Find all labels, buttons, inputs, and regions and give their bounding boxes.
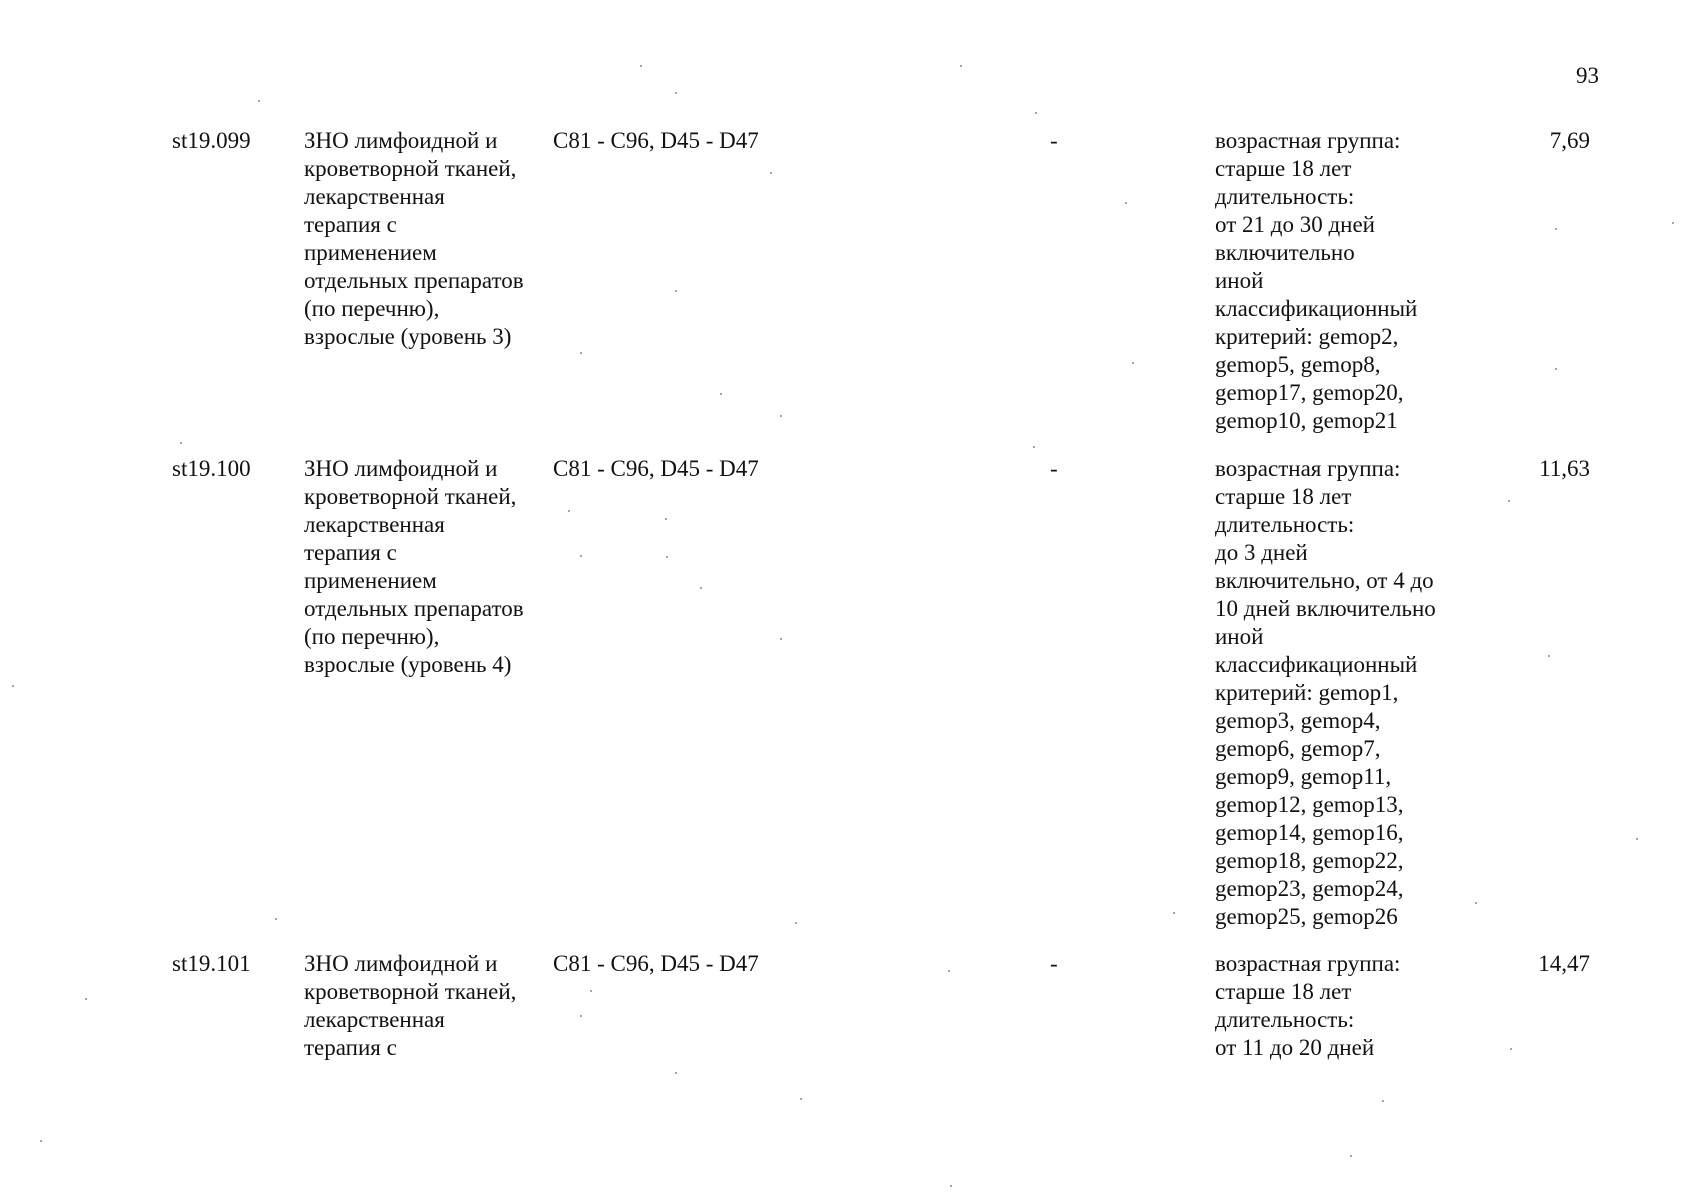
criteria-line: классификационный <box>1215 652 1418 677</box>
criteria-line: старше 18 лет <box>1215 484 1352 509</box>
row-criteria <box>1215 127 1470 435</box>
scan-speck <box>720 393 722 395</box>
name-line: терапия с <box>304 540 397 565</box>
scan-speck <box>1636 838 1638 840</box>
row-coefficient: 7,69 <box>1549 128 1590 153</box>
criteria-line: включительно <box>1215 240 1355 265</box>
criteria-line: критерий: gemop1, <box>1215 680 1399 705</box>
criteria-line: от 21 до 30 дней <box>1215 212 1375 237</box>
row-mkb-codes: C81 - C96, D45 - D47 <box>553 456 759 481</box>
scan-speck <box>675 92 677 94</box>
name-line: (по перечню), <box>304 296 440 321</box>
name-line: кроветворной тканей, <box>304 979 517 1004</box>
row-dash: - <box>1050 456 1058 481</box>
scan-speck <box>1475 902 1477 904</box>
scan-speck <box>1508 500 1510 502</box>
row-name <box>304 950 549 1062</box>
scan-speck <box>1382 1100 1384 1102</box>
row-code: st19.099 <box>172 128 251 153</box>
scan-speck <box>1350 1155 1352 1157</box>
scan-speck <box>580 1015 582 1017</box>
criteria-line: gemop10, gemop21 <box>1215 408 1398 433</box>
scan-speck <box>948 970 950 972</box>
criteria-line: длительность: <box>1215 184 1355 209</box>
scan-speck <box>1672 222 1674 224</box>
scan-speck <box>780 638 782 640</box>
row-dash: - <box>1050 128 1058 153</box>
criteria-line: длительность: <box>1215 1007 1355 1032</box>
criteria-line: классификационный <box>1215 296 1418 321</box>
name-line: ЗНО лимфоидной и <box>304 128 498 153</box>
row-coefficient: 11,63 <box>1539 456 1590 481</box>
criteria-line: иной <box>1215 624 1264 649</box>
row-mkb-codes: C81 - C96, D45 - D47 <box>553 951 759 976</box>
criteria-line: включительно, от 4 до <box>1215 568 1434 593</box>
name-line: лекарственная <box>304 512 445 537</box>
name-line: лекарственная <box>304 1007 445 1032</box>
scan-speck <box>675 1072 677 1074</box>
scan-speck <box>700 587 702 589</box>
name-line: отдельных препаратов <box>304 268 524 293</box>
row-mkb-codes: C81 - C96, D45 - D47 <box>553 128 759 153</box>
row-criteria <box>1215 950 1470 1062</box>
criteria-line: возрастная группа: <box>1215 951 1401 976</box>
scan-speck <box>40 1140 42 1142</box>
scan-speck <box>795 922 797 924</box>
scan-speck <box>1555 228 1557 230</box>
criteria-line: до 3 дней <box>1215 540 1308 565</box>
criteria-line: иной <box>1215 268 1264 293</box>
scan-speck <box>258 100 260 102</box>
name-line: ЗНО лимфоидной и <box>304 456 498 481</box>
scan-speck <box>1548 655 1550 657</box>
criteria-line: 10 дней включительно <box>1215 596 1436 621</box>
row-coefficient: 14,47 <box>1538 951 1590 976</box>
criteria-line: gemop14, gemop16, <box>1215 820 1404 845</box>
name-line: взрослые (уровень 4) <box>304 652 512 677</box>
scan-speck <box>580 555 582 557</box>
scan-speck <box>1510 1048 1512 1050</box>
scan-speck <box>85 998 87 1000</box>
criteria-line: критерий: gemop2, <box>1215 324 1399 349</box>
name-line: применением <box>304 568 437 593</box>
criteria-line: gemop5, gemop8, <box>1215 352 1381 377</box>
scan-speck <box>1555 368 1557 370</box>
criteria-line: длительность: <box>1215 512 1355 537</box>
scan-speck <box>780 415 782 417</box>
criteria-line: gemop25, gemop26 <box>1215 904 1398 929</box>
scan-speck <box>950 1185 952 1187</box>
row-name <box>304 127 549 351</box>
scan-speck <box>675 290 677 292</box>
criteria-line: возрастная группа: <box>1215 456 1401 481</box>
criteria-line: gemop17, gemop20, <box>1215 380 1404 405</box>
criteria-line: возрастная группа: <box>1215 128 1401 153</box>
scan-speck <box>1132 362 1134 364</box>
row-code: st19.101 <box>172 951 251 976</box>
name-line: взрослые (уровень 3) <box>304 324 512 349</box>
name-line: (по перечню), <box>304 624 440 649</box>
scan-speck <box>640 65 642 67</box>
row-name <box>304 455 549 679</box>
criteria-line: gemop9, gemop11, <box>1215 764 1392 789</box>
name-line: терапия с <box>304 212 397 237</box>
criteria-line: старше 18 лет <box>1215 979 1352 1004</box>
scan-speck <box>590 990 592 992</box>
scan-speck <box>800 1098 802 1100</box>
scan-speck <box>1035 112 1037 114</box>
criteria-line: gemop18, gemop22, <box>1215 848 1404 873</box>
scan-speck <box>580 352 582 354</box>
scan-speck <box>568 510 570 512</box>
name-line: лекарственная <box>304 184 445 209</box>
name-line: терапия с <box>304 1035 397 1060</box>
scan-speck <box>770 172 772 174</box>
criteria-line: старше 18 лет <box>1215 156 1352 181</box>
scan-speck <box>275 918 277 920</box>
page-number: 93 <box>1576 63 1599 88</box>
scan-speck <box>1173 912 1175 914</box>
scan-speck <box>12 685 14 687</box>
scan-speck <box>180 442 182 444</box>
row-code: st19.100 <box>172 456 251 481</box>
name-line: ЗНО лимфоидной и <box>304 951 498 976</box>
criteria-line: gemop23, gemop24, <box>1215 876 1404 901</box>
criteria-line: gemop3, gemop4, <box>1215 708 1381 733</box>
criteria-line: от 11 до 20 дней <box>1215 1035 1375 1060</box>
scan-speck <box>665 518 667 520</box>
name-line: отдельных препаратов <box>304 596 524 621</box>
row-dash: - <box>1050 951 1058 976</box>
scan-speck <box>1125 202 1127 204</box>
name-line: применением <box>304 240 437 265</box>
row-criteria <box>1215 455 1470 931</box>
scan-speck <box>1033 446 1035 448</box>
scan-speck <box>666 556 668 558</box>
scan-speck <box>960 65 962 67</box>
criteria-line: gemop12, gemop13, <box>1215 792 1404 817</box>
name-line: кроветворной тканей, <box>304 484 517 509</box>
name-line: кроветворной тканей, <box>304 156 517 181</box>
criteria-line: gemop6, gemop7, <box>1215 736 1381 761</box>
